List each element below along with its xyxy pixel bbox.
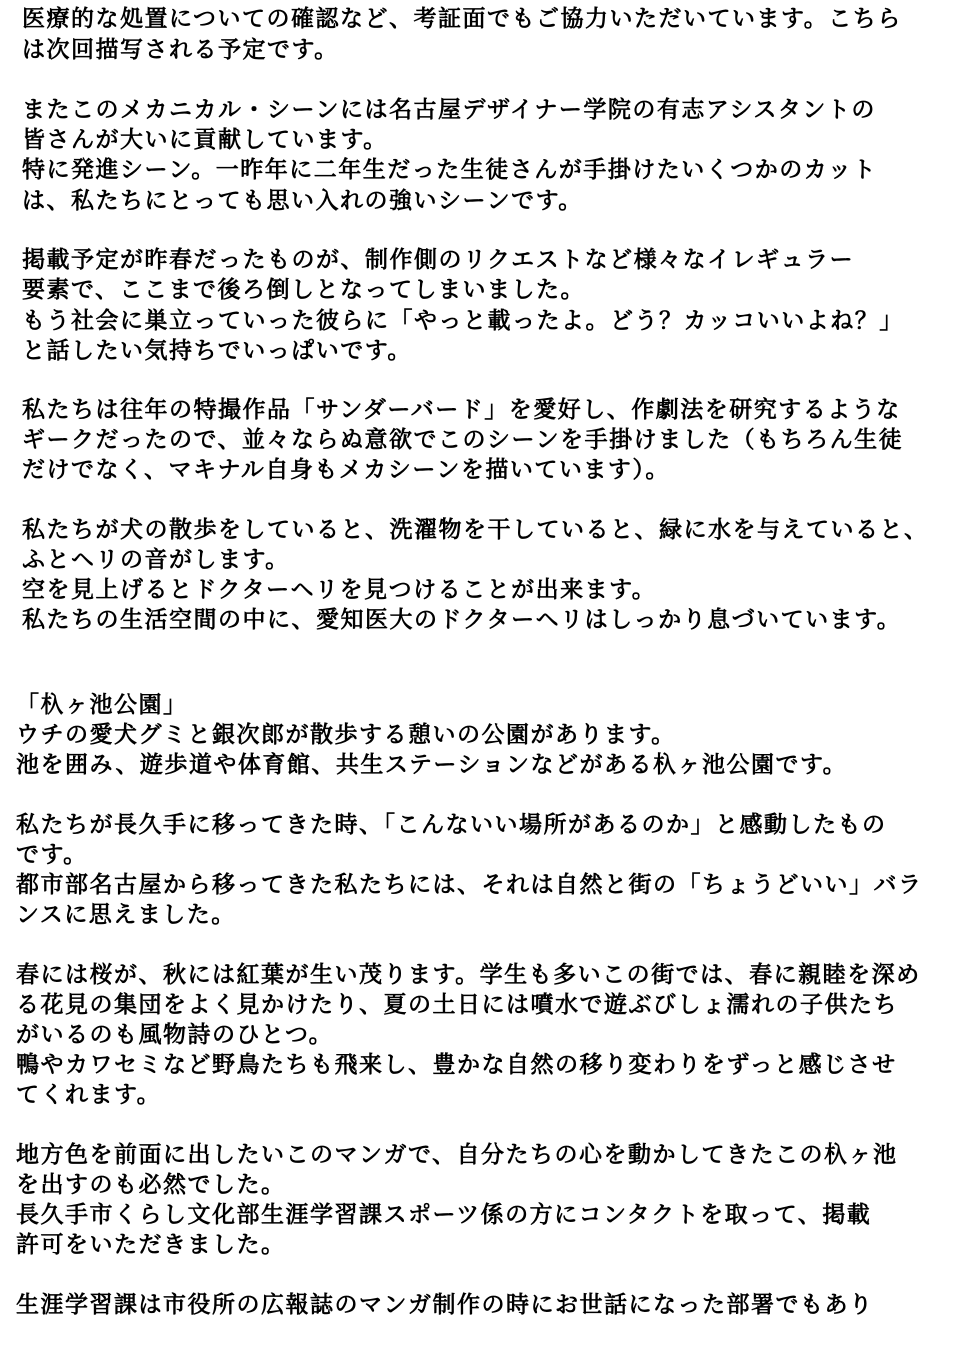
text-line: は次回描写される予定です。	[22, 37, 339, 63]
text-line: またこのメカニカル・シーンには名古屋デザイナー学院の有志アシスタントの	[22, 97, 876, 123]
text-line: 私たちが犬の散歩をしていると、洗濯物を干していると、緑に水を与えていると、	[22, 517, 929, 543]
text-line: 私たちが長久手に移ってきた時、「こんないい場所があるのか」と感動したもの	[16, 812, 887, 838]
text-line: 生涯学習課は市役所の広報誌のマンガ制作の時にお世話になった部署でもあり	[16, 1292, 874, 1318]
text-line: がいるのも風物詩のひとつ。	[16, 1022, 334, 1048]
text-line: 都市部名古屋から移ってきた私たちには、それは自然と街の「ちょうどいい」バラ	[16, 872, 923, 898]
text-line: 要素で、ここまで後ろ倒しとなってしまいました。	[22, 277, 586, 303]
text-line: ギークだったので、並々ならぬ意欲でこのシーンを手掛けました（もちろん生徒	[22, 427, 904, 453]
text-line: ウチの愛犬グミと銀次郎が散歩する憩いの公園があります。	[16, 722, 676, 748]
text-line: だけでなく、マキナル自身もメカシーンを描いています）。	[22, 457, 670, 483]
text-line: です。	[16, 842, 88, 868]
text-line: 私たちの生活空間の中に、愛知医大のドクターヘリはしっかり息づいています。	[22, 607, 902, 633]
text-line: 特に発進シーン。一昨年に二年生だった生徒さんが手掛けたいくつかのカット	[22, 157, 877, 183]
text-line: 医療的な処置についての確認など、考証面でもご協力いただいています。こちら	[22, 6, 902, 32]
text-line: は、私たちにとっても思い入れの強いシーンです。	[22, 188, 583, 214]
text-line: 許可をいただきました。	[16, 1232, 286, 1258]
text-line: 池を囲み、遊歩道や体育館、共生ステーションなどがある杁ヶ池公園です。	[16, 752, 848, 778]
text-line: 鴨やカワセミなど野鳥たちも飛来し、豊かな自然の移り変わりをずっと感じさせ	[16, 1052, 897, 1078]
text-line: 空を見上げるとドクターヘリを見つけることが出来ます。	[22, 577, 657, 603]
text-line: ふとヘリの音がします。	[22, 547, 290, 573]
text-line: もう社会に巣立っていった彼らに「やっと載ったよ。どう？カッコいいよね？」	[22, 308, 904, 334]
text-line: 地方色を前面に出したいこのマンガで、自分たちの心を動かしてきたこの杁ヶ池	[16, 1142, 898, 1168]
text-line: 掲載予定が昨春だったものが、制作側のリクエストなど様々なイレギュラー	[22, 247, 855, 273]
section-heading: 「杁ヶ池公園」	[16, 692, 188, 718]
text-line: る花見の集団をよく見かけたり、夏の土日には噴水で遊ぶびしょ濡れの子供たち	[16, 992, 898, 1018]
text-line: 長久手市くらし文化部生涯学習課スポーツ係の方にコンタクトを取って、掲載	[16, 1202, 872, 1228]
text-line: 私たちは往年の特撮作品「サンダーバード」を愛好し、作劇法を研究するような	[22, 397, 901, 423]
text-line: 皆さんが大いに貢献しています。	[22, 127, 388, 153]
text-line: ンスに思えました。	[16, 902, 236, 928]
text-line: 春には桜が、秋には紅葉が生い茂ります。学生も多いこの街では、春に親睦を深め	[16, 962, 921, 988]
text-line: と話したい気持ちでいっぱいです。	[22, 338, 412, 364]
text-line: を出すのも必然でした。	[16, 1172, 286, 1198]
text-line: てくれます。	[16, 1082, 162, 1108]
